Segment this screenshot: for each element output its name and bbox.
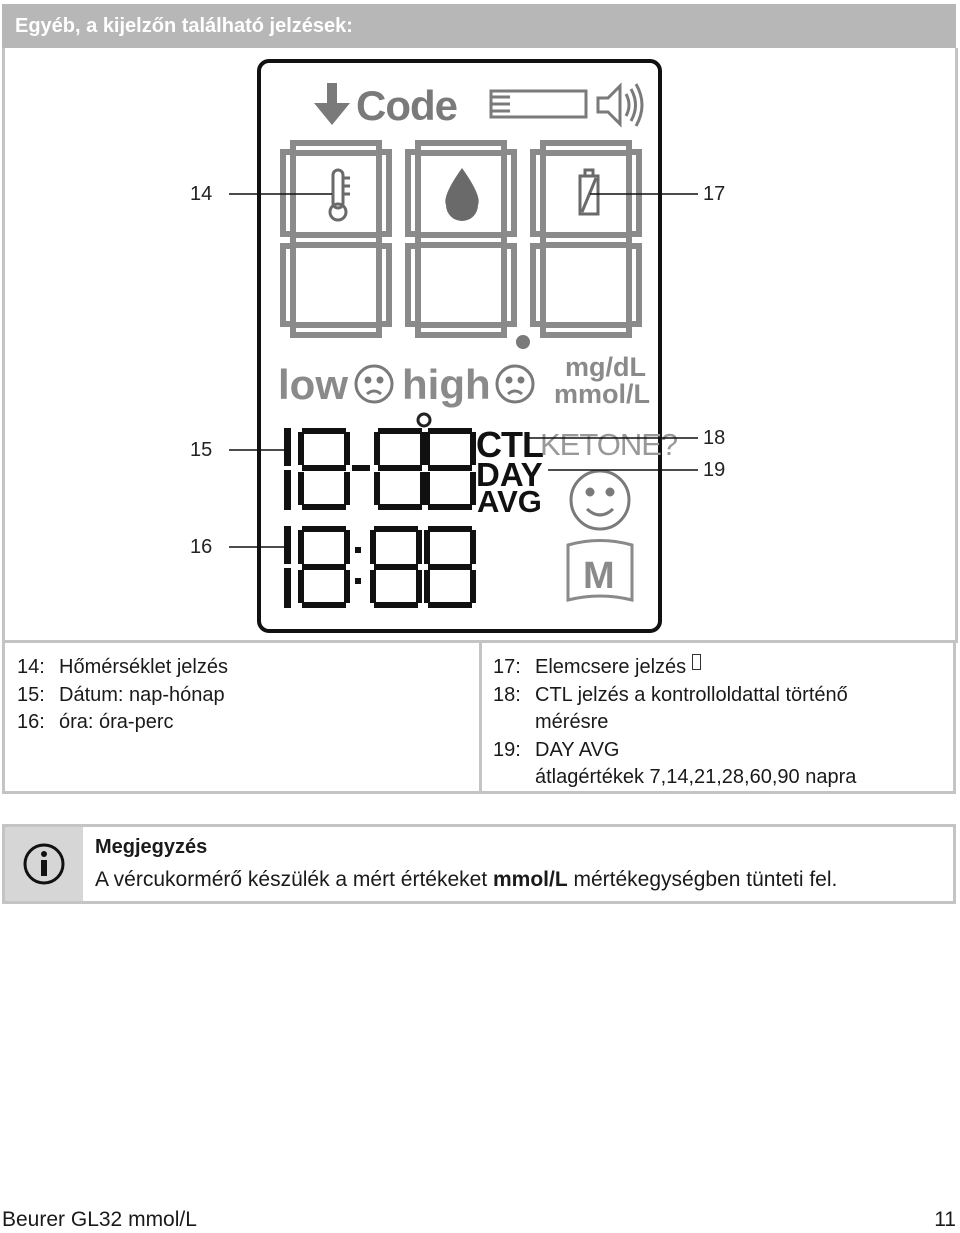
legend-item: 19: DAY AVG (493, 738, 620, 761)
note-icon-panel (5, 827, 83, 901)
legend-item: 16: óra: óra-perc (17, 711, 174, 733)
section-title: Egyéb, a kijelzőn található jelzések: (15, 15, 353, 37)
note-body: A vércukormérő készülék a mért értékeket mmol/L mértékegységben tünteti fel. (95, 868, 838, 891)
unit-mmol: mmol/L (554, 379, 651, 409)
avg-label: AVG (477, 484, 542, 519)
high-label: high (402, 361, 491, 408)
legend-left-list (17, 654, 228, 737)
day-label: DAY (476, 456, 543, 493)
page-number: 11 (934, 1208, 956, 1231)
legend-item: 18: CTL jelzés a kontrolloldattal történő (493, 683, 848, 706)
ctl-label: CTL (476, 424, 543, 465)
footer-product: Beurer GL32 mmol/L (2, 1208, 197, 1231)
legend-right-list (493, 654, 856, 792)
callout-19: 19 (703, 459, 726, 481)
ketone-label: KETONE? (540, 427, 678, 462)
lcd-frame (259, 61, 660, 631)
legend-item: átlagértékek 7,14,21,28,60,90 napra (535, 766, 857, 788)
legend-item: 17: Elemcsere jelzés (493, 654, 856, 682)
note-box (2, 824, 956, 904)
note-title: Megjegyzés (95, 836, 208, 858)
info-icon (5, 827, 83, 901)
callout-15: 15 (190, 439, 213, 461)
legend-item: mérésre (535, 711, 609, 733)
low-label: low (278, 361, 348, 408)
legend-item: 15: Dátum: nap-hónap (17, 683, 225, 706)
legend-box (2, 640, 956, 794)
legend-divider (479, 643, 482, 791)
callout-16: 16 (190, 536, 213, 558)
callout-17: 17 (703, 183, 726, 205)
code-label: Code (356, 82, 457, 129)
unit-mgdl: mg/dL (565, 352, 646, 382)
callout-18: 18 (703, 427, 726, 449)
decimal-point (516, 335, 530, 349)
callout-14: 14 (190, 183, 213, 205)
legend-item: 14: Hőmérséklet jelzés (17, 656, 228, 678)
svg-text:M: M (583, 555, 615, 597)
note-body-unit: mmol/L (493, 868, 568, 891)
battery-mini-icon (692, 654, 701, 670)
